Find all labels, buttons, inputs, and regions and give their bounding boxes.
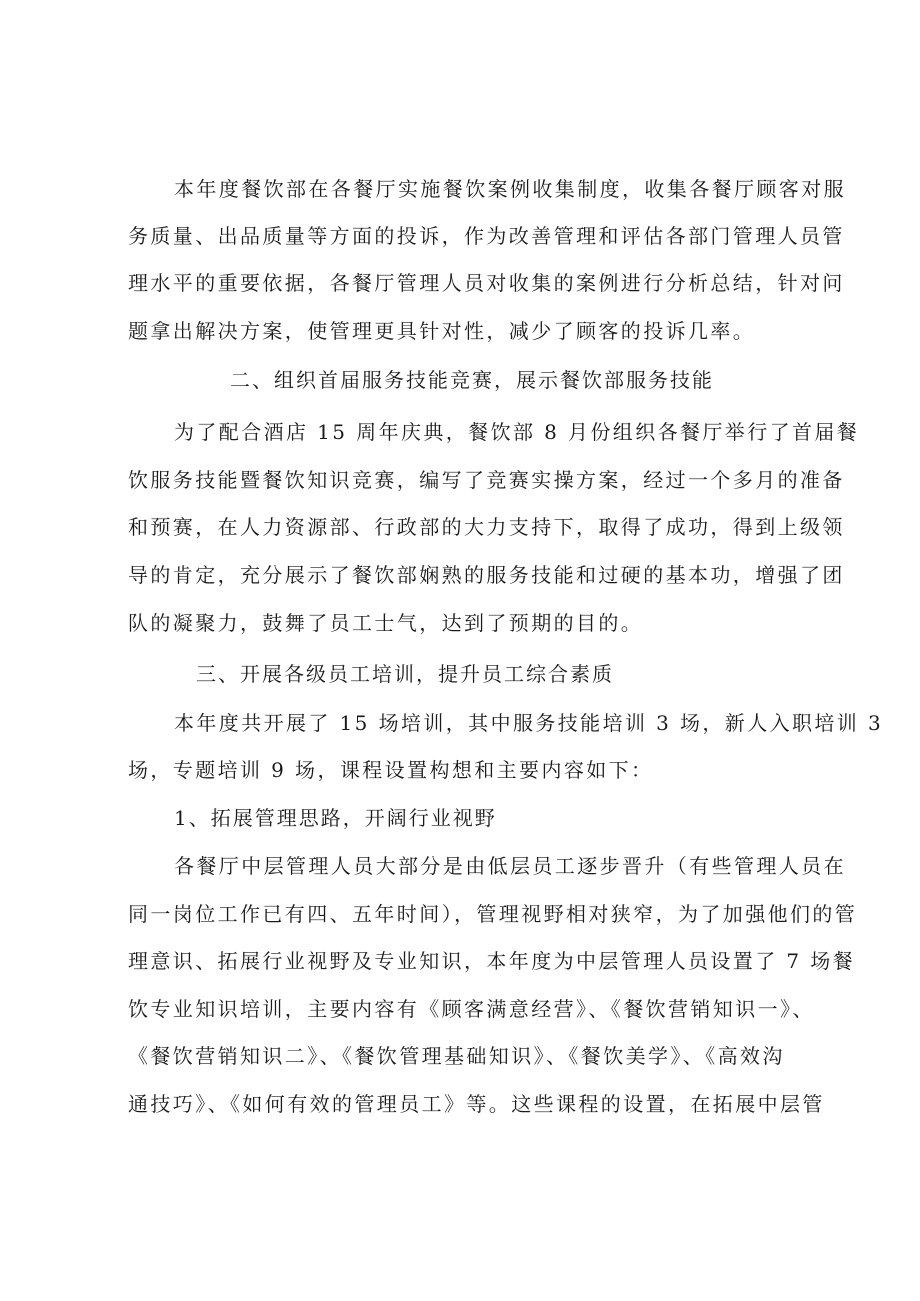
paragraph-4-line-1: 各餐厅中层管理人员大部分是由低层员工逐步晋升（有些管理人员在 bbox=[174, 854, 846, 878]
section-heading-3: 三、开展各级员工培训，提升员工综合素质 bbox=[196, 662, 614, 686]
paragraph-1-line-3: 理水平的重要依据，各餐厅管理人员对收集的案例进行分析总结，针对问 bbox=[128, 271, 845, 295]
subheading-1: 1、拓展管理思路，开阔行业视野 bbox=[174, 806, 497, 830]
paragraph-4-line-6: 通技巧》、《如何有效的管理员工》等。这些课程的设置，在拓展中层管 bbox=[128, 1092, 825, 1116]
paragraph-2-line-2: 饮服务技能暨餐饮知识竞赛，编写了竞赛实操方案，经过一个多月的准备 bbox=[128, 468, 845, 492]
paragraph-2-line-1: 为了配合酒店 15 周年庆典，餐饮部 8 月份组织各餐厅举行了首届餐 bbox=[174, 420, 860, 444]
paragraph-4-line-5: 《餐饮营销知识二》、《餐饮管理基础知识》、《餐饮美学》、《高效沟 bbox=[128, 1044, 785, 1068]
paragraph-4-line-3: 理意识、拓展行业视野及专业知识，本年度为中层管理人员设置了 7 场餐 bbox=[128, 949, 856, 973]
paragraph-2-line-3: 和预赛，在人力资源部、行政部的大力支持下，取得了成功，得到上级领 bbox=[128, 515, 845, 539]
paragraph-1-line-2: 务质量、出品质量等方面的投诉，作为改善管理和评估各部门管理人员管 bbox=[128, 224, 845, 248]
paragraph-2-line-4: 导的肯定，充分展示了餐饮部娴熟的服务技能和过硬的基本功，增强了团 bbox=[128, 563, 845, 587]
paragraph-1-line-1: 本年度餐饮部在各餐厅实施餐饮案例收集制度，收集各餐厅顾客对服 bbox=[174, 177, 846, 201]
paragraph-3-line-1: 本年度共开展了 15 场培训，其中服务技能培训 3 场，新人入职培训 3 bbox=[174, 711, 884, 735]
paragraph-1-line-4: 题拿出解决方案，使管理更具针对性，减少了顾客的投诉几率。 bbox=[128, 319, 756, 343]
section-heading-2: 二、组织首届服务技能竞赛，展示餐饮部服务技能 bbox=[230, 368, 714, 392]
paragraph-3-line-2: 场，专题培训 9 场，课程设置构想和主要内容如下： bbox=[128, 758, 654, 782]
paragraph-2-line-5: 队的凝聚力，鼓舞了员工士气，达到了预期的目的。 bbox=[128, 611, 644, 635]
paragraph-4-line-4: 饮专业知识培训，主要内容有《顾客满意经营》、《餐饮营销知识一》、 bbox=[128, 997, 815, 1021]
paragraph-4-line-2: 同一岗位工作已有四、五年时间），管理视野相对狭窄，为了加强他们的管 bbox=[128, 902, 858, 926]
